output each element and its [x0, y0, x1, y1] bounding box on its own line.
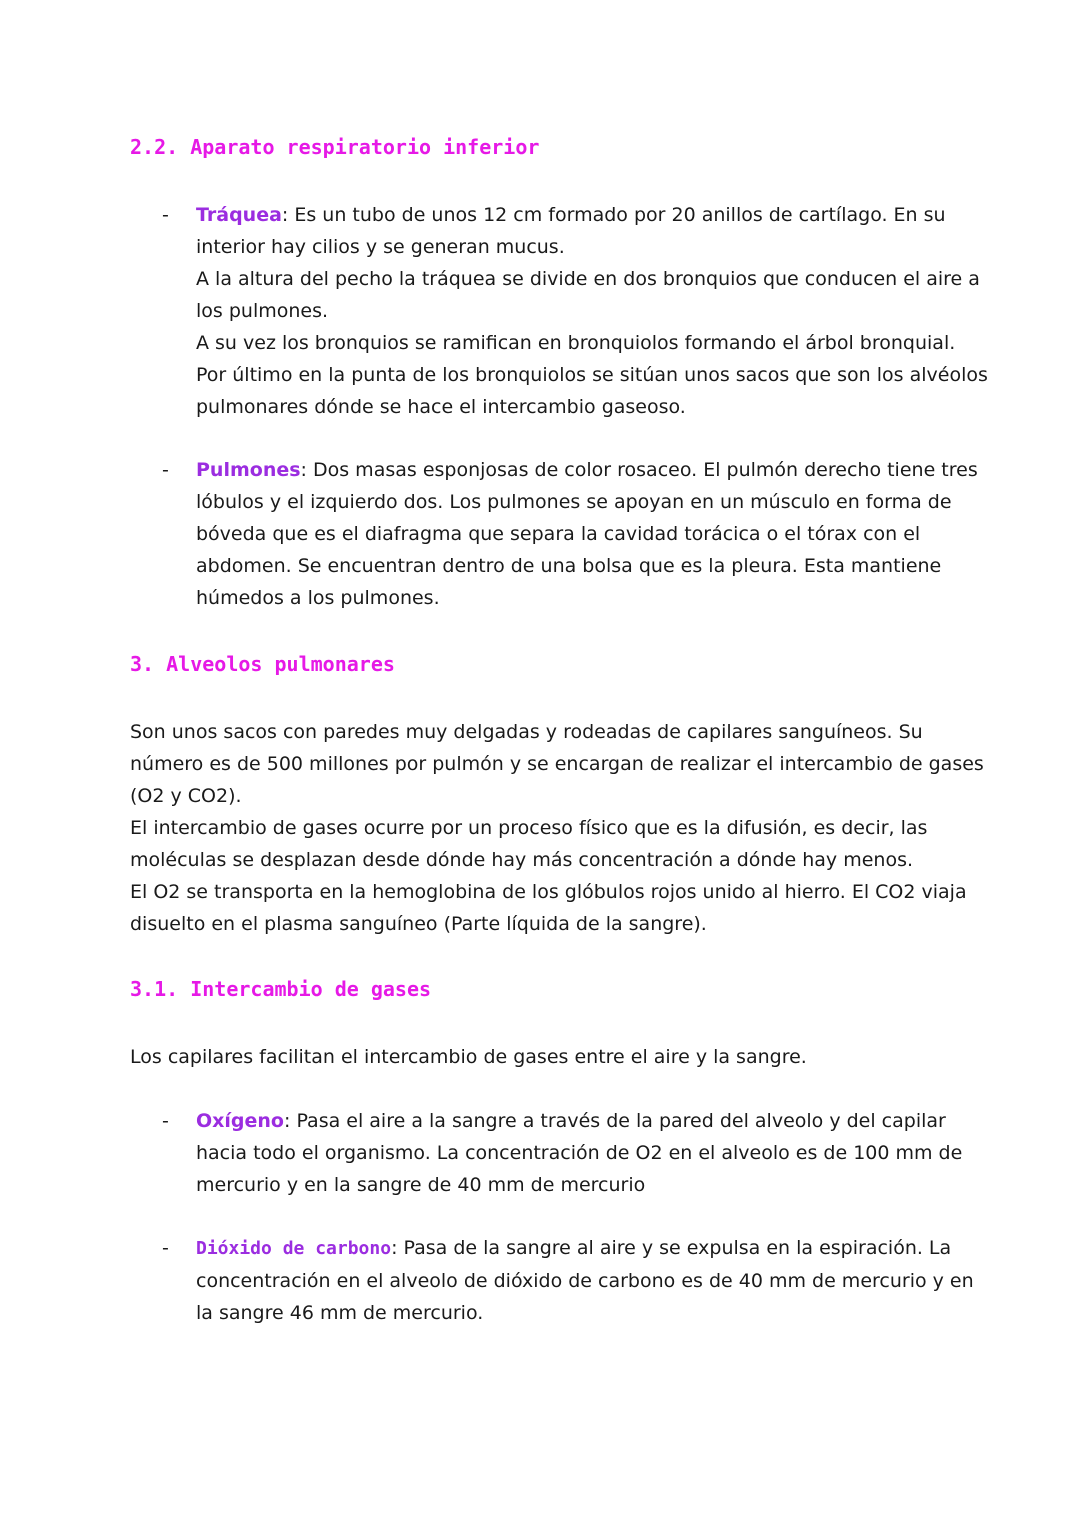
text-line: concentración en el alveolo de dióxido de carbono es de 40 mm de mercurio y en [196, 1270, 974, 1292]
term-label: Tráquea [196, 204, 282, 226]
text-line: número es de 500 millones por pulmón y se encargan de realizar el intercambio de gases [130, 753, 984, 775]
paragraph-alveolos [130, 716, 984, 940]
section-heading-2-2: 2.2. Aparato respiratorio inferior [130, 135, 540, 159]
text-line: Dos masas esponjosas de color rosaceo. El pulmón derecho tiene tres [306, 459, 978, 481]
term-label: Pulmones [196, 459, 301, 481]
text-line: hacia todo el organismo. La concentración de O2 en el alveolo es de 100 mm de [196, 1142, 963, 1164]
text-line: disuelto en el plasma sanguíneo (Parte líquida de la sangre). [130, 913, 707, 935]
bullet-first-line [196, 199, 960, 231]
term-separator: : [300, 459, 307, 481]
text-line: Pasa de la sangre al aire y se expulsa en la espiración. La [397, 1237, 952, 1259]
text-line: bóveda que es el diafragma que separa la cavidad torácica o el tórax con el [196, 523, 921, 545]
text-line: húmedos a los pulmones. [196, 587, 440, 609]
bullet-first-line [196, 1105, 960, 1137]
term-separator: : [281, 204, 289, 226]
bullet-text [196, 454, 978, 614]
text-line: Los capilares facilitan el intercambio de gases entre el aire y la sangre. [130, 1046, 807, 1068]
text-line: lóbulos y el izquierdo dos. Los pulmones se apoyan en un músculo en forma de [196, 491, 952, 513]
text-line: la sangre 46 mm de mercurio. [196, 1302, 484, 1324]
bullet-dash: - [162, 1237, 169, 1259]
text-line: abdomen. Se encuentran dentro de una bolsa que es la pleura. Esta mantiene [196, 555, 942, 577]
text-line: El intercambio de gases ocurre por un proceso físico que es la difusión, es decir, las [130, 817, 928, 839]
text-line: A su vez los bronquios se ramifican en bronquiolos formando el árbol bronquial. [196, 332, 956, 354]
text-line: Pasa el aire a la sangre a través de la pared del alveolo y del capilar [290, 1110, 946, 1132]
section-heading-3-1: 3.1. Intercambio de gases [130, 977, 432, 1001]
bullet-text [196, 199, 988, 423]
section-heading-3: 3. Alveolos pulmonares [130, 652, 395, 676]
text-line: El O2 se transporta en la hemoglobina de los glóbulos rojos unido al hierro. El CO2 viaja [130, 881, 967, 903]
paragraph-intercambio-intro [130, 1041, 960, 1073]
bullet-dash: - [162, 459, 169, 481]
bullet-text [196, 1105, 963, 1201]
text-line: los pulmones. [196, 300, 329, 322]
bullet-dash: - [162, 1110, 169, 1132]
text-line: interior hay cilios y se generan mucus. [196, 236, 565, 258]
text-line: A la altura del pecho la tráquea se divide en dos bronquios que conducen el aire a [196, 268, 980, 290]
text-line: Son unos sacos con paredes muy delgadas y rodeadas de capilares sanguíneos. Su [130, 721, 923, 743]
text-line: Es un tubo de unos 12 cm formado por 20 anillos de cartílago. En su [288, 204, 946, 226]
bullet-first-line [196, 1232, 960, 1265]
text-line: Por último en la punta de los bronquiolos se sitúan unos sacos que son los alvéolos [196, 364, 988, 386]
bullet-dash: - [162, 204, 169, 226]
text-line: mercurio y en la sangre de 40 mm de mercurio [196, 1174, 646, 1196]
bullet-text [196, 1232, 974, 1329]
term-label: Dióxido de carbono [196, 1238, 392, 1259]
text-line: pulmonares dónde se hace el intercambio gaseoso. [196, 396, 686, 418]
term-label: Oxígeno [196, 1110, 284, 1132]
text-line: moléculas se desplazan desde dónde hay más concentración a dónde hay menos. [130, 849, 914, 871]
text-line: (O2 y CO2). [130, 785, 242, 807]
term-separator: : [391, 1237, 398, 1259]
term-separator: : [284, 1110, 291, 1132]
bullet-first-line [196, 454, 978, 486]
